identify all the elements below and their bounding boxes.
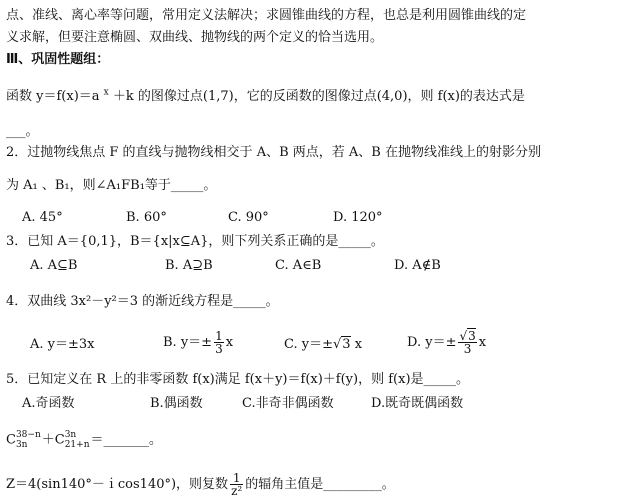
question-2-line-2: 为 A₁ 、B₁，则∠A₁FB₁等于_____。 [6, 178, 217, 193]
question-5-option-d: D.既奇既偶函数 [371, 396, 464, 411]
question-5-option-c: C.非奇非偶函数 [242, 396, 334, 411]
question-4-option-c: C. y＝±√3 x [284, 337, 363, 352]
question-3: 3．已知 A＝{0,1}，B＝{x|x⊆A}，则下列关系正确的是_____。 [6, 234, 384, 249]
question-2-line-1: 2．过抛物线焦点 F 的直线与抛物线相交于 A、B 两点，若 A、B 在抛物线准线上的射影分别 [6, 145, 541, 160]
fraction: $\frac{1}{3}$ [215, 329, 223, 356]
question-2-option-b: B. 60° [126, 210, 167, 225]
intro-line-2: 义求解，但要注意椭圆、双曲线、抛物线的两个定义的恰当选用。 [6, 30, 384, 45]
question-6: C 38−n 3n ＋C 3n 21+n ＝_______。 [6, 430, 163, 450]
question-2-option-a: A. 45° [22, 210, 63, 225]
question-1-text: 函数 y＝f(x)＝a $^x$ ＋k 的图像过点(1,7)，它的反函数的图像过点(4,0)，则 f(x)的表达式是 [6, 87, 525, 104]
question-4-option-a: A. y＝±3x [30, 337, 95, 352]
question-5: 5．已知定义在 R 上的非零函数 f(x)满足 f(x＋y)＝f(x)＋f(y)，则 f(x)是_____。 [6, 372, 470, 387]
question-1-blank: ___。 [6, 124, 39, 139]
combination-1-indices: 38−n 3n [15, 430, 41, 450]
question-3-option-d: D. A∉B [394, 258, 441, 273]
question-4: 4．双曲线 3x²－y²＝3 的渐近线方程是_____。 [6, 294, 279, 309]
question-7: Z＝4(sin140°－ｉcos140°)，则复数 $\frac{1}{\text{z²}}$ 的辐角主值是_________。 [6, 471, 395, 498]
question-3-option-a: A. A⊆B [30, 258, 78, 273]
fraction: $\frac{1}{\text{z²}}$ [231, 471, 243, 498]
question-4-option-d: D. y＝± $\frac{√3}{3}$ x [407, 329, 487, 356]
question-2-option-c: C. 90° [228, 210, 269, 225]
question-4-option-b: B. y＝± $\frac{1}{3}$ x [163, 329, 234, 356]
sqrt-symbol: √ [333, 337, 342, 352]
fraction: $\frac{√3}{3}$ [459, 329, 476, 356]
question-5-option-b: B.偶函数 [150, 396, 203, 411]
question-2-option-d: D. 120° [333, 210, 383, 225]
question-5-option-a: A.奇函数 [22, 396, 75, 411]
intro-line-1: 点、准线、离心率等问题，常用定义法解决；求圆锥曲线的方程，也总是利用圆锥曲线的定 [6, 8, 527, 23]
question-1 [6, 89, 525, 105]
question-3-option-b: B. A⊇B [165, 258, 213, 273]
combination-2-indices: 3n 21+n [64, 430, 90, 450]
question-3-option-c: C. A∈B [275, 258, 322, 273]
section-heading: Ⅲ、巩固性题组： [6, 52, 110, 67]
